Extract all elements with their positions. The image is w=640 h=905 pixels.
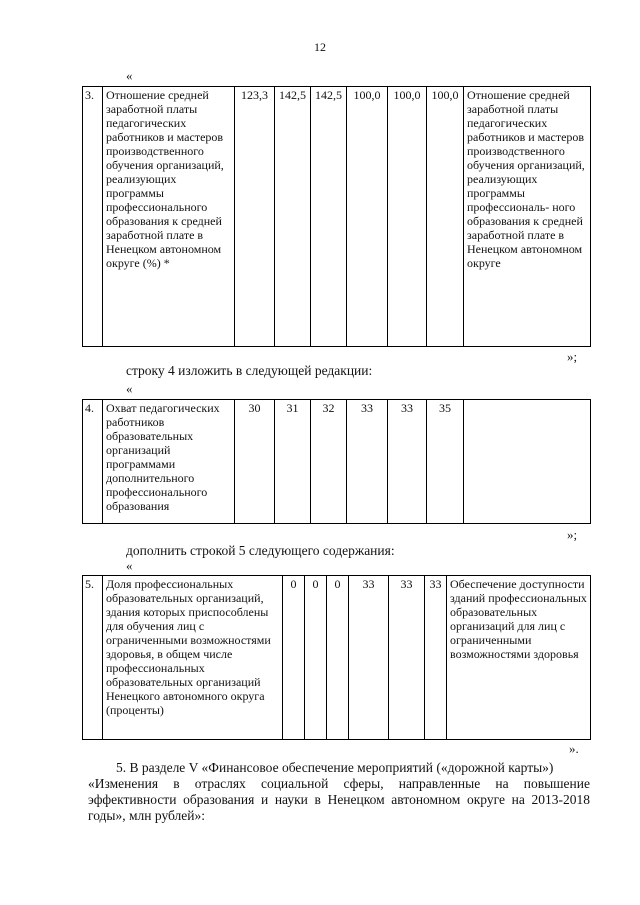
quote-close-row5: ». <box>569 741 579 756</box>
value-cell: 32 <box>311 400 347 524</box>
intro-row4: строку 4 изложить в следующей редакции: <box>126 363 373 378</box>
intro-row5: дополнить строкой 5 следующего содержания: <box>126 543 395 558</box>
value-cell: 100,0 <box>347 87 388 347</box>
quote-close-row4: »; <box>567 527 578 542</box>
value-cell: 30 <box>235 400 275 524</box>
table-row <box>83 400 591 524</box>
table-row3 <box>82 86 591 347</box>
value-cell: 100,0 <box>388 87 427 347</box>
value-cell: 0 <box>283 576 305 740</box>
row-number: 3. <box>83 87 103 347</box>
table-row <box>83 576 591 740</box>
indicator-name: Доля профессиональных образовательных организаций, здания которых приспособлены для обучения лиц с ограниченными возможностями здоровья, в общем числе профессиональных образовательных организаций Ненецкого автономного округа (проценты) <box>103 576 283 740</box>
expected-result: Отношение средней заработной платы педагогических работников и мастеров производственного обучения организаций, реализующих программы профессиональ- ного образования к средней заработной плате в Ненецком автономном округе <box>464 87 591 347</box>
value-cell: 142,5 <box>311 87 347 347</box>
paragraph-first-line: 5. В разделе V «Финансовое обеспечение мероприятий («дорожной карты») <box>116 760 554 775</box>
paragraph-continuation: «Изменения в отраслях социальной сферы, направленные на повышение эффективности образования и науки в Ненецком автономном округе на 2013-2018 годы», млн рублей»: <box>88 776 590 823</box>
value-cell: 33 <box>347 400 388 524</box>
value-cell: 123,3 <box>235 87 275 347</box>
quote-open-row4: « <box>126 381 133 396</box>
indicator-name: Отношение средней заработной платы педагогических работников и мастеров производственного обучения организаций, реализующих программы профессионального образования к средней заработной плате в Ненецком автономном округе (%) * <box>103 87 235 347</box>
quote-open-row5: « <box>126 558 133 573</box>
value-cell: 31 <box>275 400 311 524</box>
value-cell: 0 <box>305 576 327 740</box>
indicator-name: Охват педагогических работников образовательных организаций программами дополнительного профессионального образования <box>103 400 235 524</box>
quote-open-row3: « <box>126 68 133 83</box>
table-row5 <box>82 575 591 740</box>
expected-result <box>464 400 591 524</box>
value-cell: 100,0 <box>427 87 464 347</box>
value-cell: 33 <box>349 576 389 740</box>
table-row4 <box>82 399 591 524</box>
row-number: 5. <box>83 576 103 740</box>
value-cell: 142,5 <box>275 87 311 347</box>
quote-close-row3: »; <box>567 349 578 364</box>
table-row <box>83 87 591 347</box>
value-cell: 35 <box>427 400 464 524</box>
row-number: 4. <box>83 400 103 524</box>
value-cell: 0 <box>327 576 349 740</box>
expected-result: Обеспечение доступности зданий профессиональных образовательных организаций для лиц с ограниченными возможностями здоровья <box>447 576 591 740</box>
value-cell: 33 <box>425 576 447 740</box>
section-paragraph <box>88 760 590 824</box>
value-cell: 33 <box>388 400 427 524</box>
value-cell: 33 <box>389 576 425 740</box>
page-number: 12 <box>314 40 326 54</box>
